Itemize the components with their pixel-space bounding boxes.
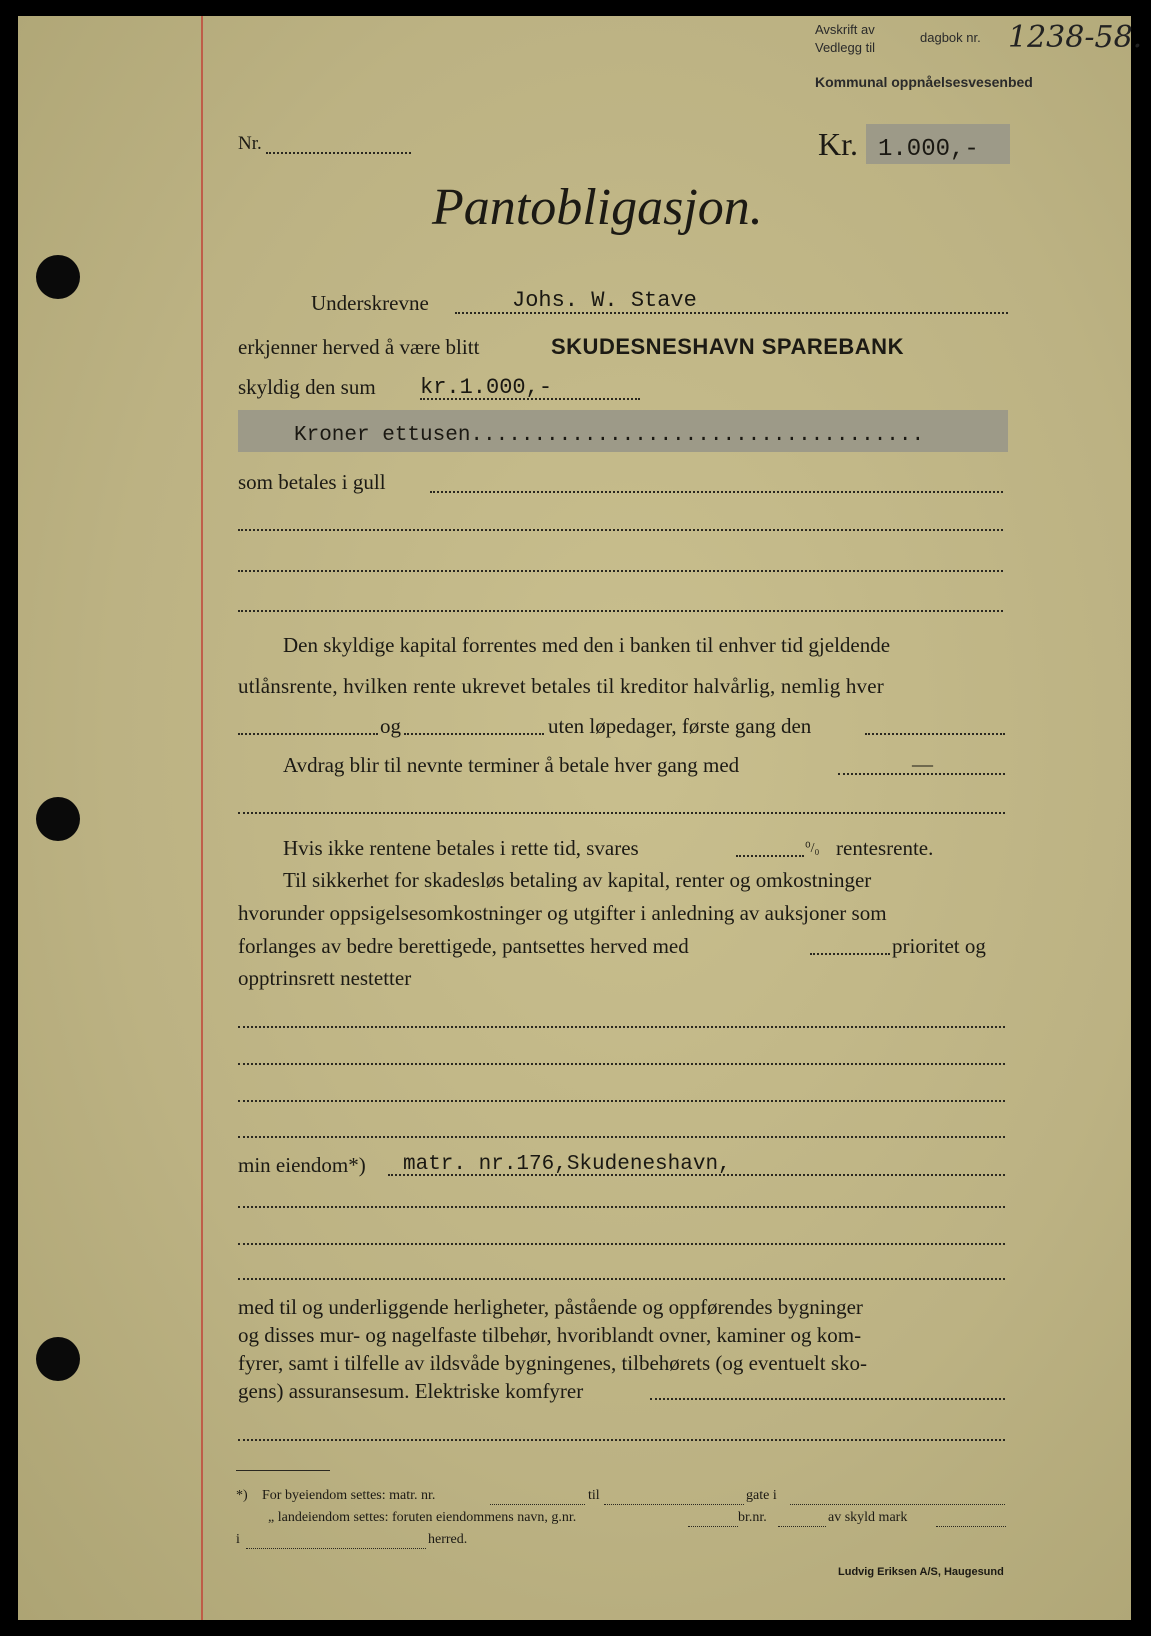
- amount-words: Kroner ettusen....................................: [294, 424, 925, 447]
- property-label: min eiendom*): [238, 1153, 366, 1177]
- undersigned-label: Underskrevne: [311, 291, 429, 315]
- acknowledge-text: erkjenner herved å være blitt: [238, 335, 480, 359]
- margin-rule: [201, 16, 203, 1620]
- first-date-field: [865, 733, 1005, 735]
- footnote-line-2: „ landeiendom settes: foruten eiendommens navn, g.nr.: [268, 1510, 577, 1525]
- priority-field: [810, 953, 890, 955]
- footnote-til: til: [588, 1488, 600, 1503]
- footnote-skyld: av skyld mark: [828, 1510, 908, 1525]
- matr-field: [490, 1504, 585, 1505]
- herred-field: [246, 1548, 426, 1549]
- security-line-1: Til sikkerhet for skadesløs betaling av kapital, renter og omkostninger: [283, 868, 872, 892]
- inclusion-line-2: og disses mur- og nagelfaste tilbehør, hvoriblandt ovner, kaminer og kom-: [238, 1323, 862, 1347]
- punch-hole: [36, 797, 80, 841]
- skyld-field: [936, 1526, 1006, 1527]
- punch-hole: [36, 1337, 80, 1381]
- blank-line: [238, 570, 1003, 572]
- blank-line: [238, 1206, 1005, 1208]
- kr-label: Kr.: [818, 126, 858, 162]
- interest-line-1: Den skyldige kapital forrentes med den i banken til enhver tid gjeldende: [283, 633, 891, 657]
- stamp-line-2: Vedlegg til: [815, 40, 875, 55]
- blank-line: [238, 1243, 1005, 1245]
- blank-line: [238, 610, 1003, 612]
- punch-hole: [36, 255, 80, 299]
- footnote-star: *): [236, 1488, 248, 1503]
- stamp-dagbok-label: dagbok nr.: [920, 30, 981, 45]
- footnote-gate: gate i: [746, 1488, 777, 1503]
- footnote-herred: herred.: [428, 1532, 468, 1547]
- percent-sign: ⁰/₀: [805, 841, 820, 856]
- stamp-number: 1238-58.: [1008, 20, 1143, 55]
- footnote-line-1: For byeiendom settes: matr. nr.: [262, 1488, 436, 1503]
- blank-line: [238, 1136, 1005, 1138]
- blank-line: [238, 1100, 1005, 1102]
- footnote-i: i: [236, 1532, 240, 1547]
- footnote-rule: [236, 1470, 330, 1471]
- stamp-line-3: Kommunal oppnåelsesvesenbed: [815, 74, 1033, 90]
- blank-line: [238, 1439, 1005, 1441]
- inclusion-line-3: fyrer, samt i tilfelle av ildsvåde bygningenes, tilbehørets (og eventuelt sko-: [238, 1351, 867, 1375]
- blank-line: [238, 1278, 1005, 1280]
- brnr-field: [778, 1526, 826, 1527]
- printer-imprint: Ludvig Eriksen A/S, Haugesund: [838, 1566, 1004, 1578]
- property-value: matr. nr.176,Skudeneshavn,: [403, 1153, 731, 1176]
- pay-gold-text: som betales i gull: [238, 470, 386, 494]
- gnr-field: [688, 1526, 738, 1527]
- stamp-line-1: Avskrift av: [815, 22, 875, 37]
- nr-field: [266, 152, 411, 154]
- interest-line-2: utlånsrente, hvilken rente ukrevet betales til kreditor halvårlig, nemlig hver: [238, 674, 884, 698]
- kr-amount: 1.000,-: [878, 136, 979, 163]
- document-title: Pantobligasjon.: [432, 179, 763, 236]
- blank-line: [238, 1026, 1005, 1028]
- gate-field: [790, 1504, 1005, 1505]
- date-field-1: [238, 733, 378, 735]
- inclusion-line-4: gens) assuransesum. Elektriske komfyrer: [238, 1379, 584, 1403]
- late-text-2: rentesrente.: [836, 836, 934, 860]
- owe-text: skyldig den sum: [238, 375, 376, 399]
- security-line-4: opptrinsrett nestetter: [238, 966, 412, 990]
- interest-line-3: uten løpedager, første gang den: [548, 714, 812, 738]
- pay-gold-line: [430, 491, 1003, 493]
- bank-name: SKUDESNESHAVN SPAREBANK: [551, 334, 904, 359]
- installment-text: Avdrag blir til nevnte terminer å betale hver gang med: [283, 753, 740, 777]
- blank-line: [238, 812, 1005, 814]
- late-pct-field: [736, 855, 804, 857]
- undersigned-name: Johs. W. Stave: [512, 288, 697, 313]
- blank-line: [238, 529, 1003, 531]
- til-field: [604, 1504, 744, 1505]
- stove-field: [650, 1398, 1005, 1400]
- installment-dash: —: [912, 752, 933, 776]
- security-line-2: hvorunder oppsigelsesomkostninger og utgifter i anledning av auksjoner som: [238, 901, 887, 925]
- late-text: Hvis ikke rentene betales i rette tid, svares: [283, 836, 639, 860]
- nr-label: Nr.: [238, 133, 262, 154]
- blank-line: [238, 1063, 1005, 1065]
- security-line-3: forlanges av bedre berettigede, pantsettes herved med: [238, 934, 689, 958]
- priority-text: prioritet og: [892, 934, 986, 958]
- inclusion-line-1: med til og underliggende herligheter, påstående og oppførendes bygninger: [238, 1295, 863, 1319]
- date-field-2: [404, 733, 544, 735]
- og-text: og: [380, 714, 401, 738]
- owe-amount: kr.1.000,-: [420, 375, 553, 400]
- footnote-brnr: br.nr.: [738, 1510, 767, 1525]
